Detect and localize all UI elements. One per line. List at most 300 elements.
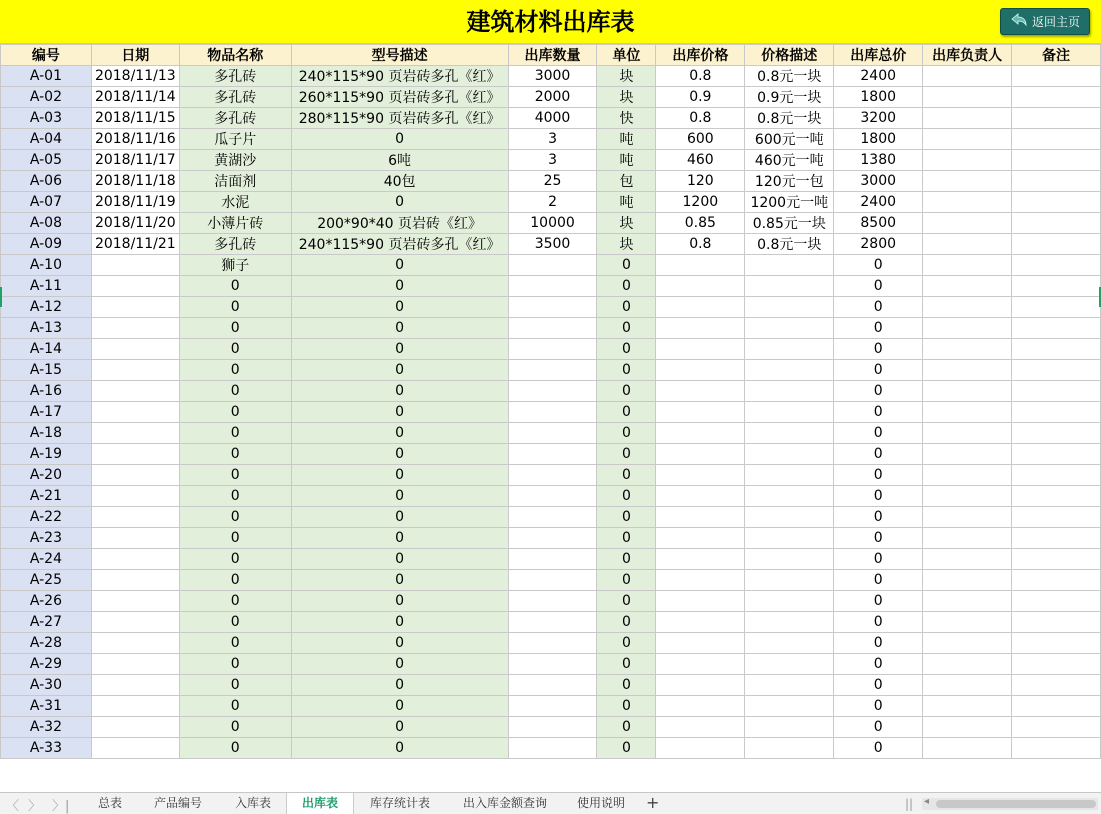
quantity-cell[interactable] [508,696,597,717]
date-cell[interactable] [91,339,179,360]
price-cell[interactable]: 0.8 [656,66,745,87]
price-cell[interactable]: 0.8 [656,234,745,255]
row-id-cell[interactable]: A-30 [1,675,92,696]
unit-cell[interactable]: 0 [597,339,656,360]
owner-cell[interactable] [923,549,1012,570]
price-cell[interactable] [656,696,745,717]
unit-cell[interactable]: 0 [597,360,656,381]
price-cell[interactable] [656,255,745,276]
owner-cell[interactable] [923,360,1012,381]
total-cell[interactable]: 0 [834,465,923,486]
model-cell[interactable]: 0 [291,255,508,276]
item-name-cell[interactable]: 狮子 [179,255,291,276]
date-cell[interactable]: 2018/11/15 [91,108,179,129]
date-cell[interactable] [91,444,179,465]
price-cell[interactable] [656,591,745,612]
price-cell[interactable]: 1200 [656,192,745,213]
price-desc-cell[interactable] [745,696,834,717]
quantity-cell[interactable] [508,255,597,276]
note-cell[interactable] [1012,717,1101,738]
total-cell[interactable]: 0 [834,276,923,297]
row-id-cell[interactable]: A-28 [1,633,92,654]
last-sheet-nav[interactable]: 〉| [52,799,70,814]
total-cell[interactable]: 0 [834,675,923,696]
total-cell[interactable]: 0 [834,633,923,654]
column-header[interactable]: 出库总价 [834,45,923,66]
total-cell[interactable]: 2800 [834,234,923,255]
quantity-cell[interactable]: 25 [508,171,597,192]
model-cell[interactable]: 0 [291,654,508,675]
item-name-cell[interactable]: 瓜子片 [179,129,291,150]
row-id-cell[interactable]: A-17 [1,402,92,423]
owner-cell[interactable] [923,528,1012,549]
item-name-cell[interactable]: 0 [179,381,291,402]
owner-cell[interactable] [923,192,1012,213]
item-name-cell[interactable]: 0 [179,570,291,591]
model-cell[interactable]: 0 [291,423,508,444]
item-name-cell[interactable]: 0 [179,654,291,675]
price-desc-cell[interactable] [745,381,834,402]
item-name-cell[interactable]: 0 [179,486,291,507]
unit-cell[interactable]: 0 [597,444,656,465]
price-cell[interactable] [656,612,745,633]
price-desc-cell[interactable] [745,549,834,570]
item-name-cell[interactable]: 0 [179,402,291,423]
unit-cell[interactable]: 0 [597,675,656,696]
model-cell[interactable]: 0 [291,192,508,213]
row-id-cell[interactable]: A-11 [1,276,92,297]
quantity-cell[interactable] [508,423,597,444]
quantity-cell[interactable]: 3 [508,150,597,171]
price-desc-cell[interactable]: 0.8元一块 [745,234,834,255]
sheet-tab[interactable]: 库存统计表 [369,796,430,810]
price-cell[interactable]: 460 [656,150,745,171]
unit-cell[interactable]: 0 [597,696,656,717]
note-cell[interactable] [1012,192,1101,213]
row-id-cell[interactable]: A-09 [1,234,92,255]
prev-sheet-nav[interactable]: 〉 [28,799,42,814]
date-cell[interactable] [91,255,179,276]
date-cell[interactable] [91,360,179,381]
item-name-cell[interactable]: 多孔砖 [179,108,291,129]
owner-cell[interactable] [923,696,1012,717]
first-sheet-nav[interactable]: 〈 [6,799,20,814]
price-cell[interactable]: 600 [656,129,745,150]
unit-cell[interactable]: 0 [597,591,656,612]
quantity-cell[interactable] [508,591,597,612]
owner-cell[interactable] [923,87,1012,108]
model-cell[interactable]: 0 [291,318,508,339]
price-cell[interactable] [656,423,745,444]
row-id-cell[interactable]: A-21 [1,486,92,507]
note-cell[interactable] [1012,675,1101,696]
quantity-cell[interactable] [508,738,597,759]
unit-cell[interactable]: 块 [597,87,656,108]
quantity-cell[interactable] [508,486,597,507]
row-id-cell[interactable]: A-19 [1,444,92,465]
date-cell[interactable] [91,633,179,654]
row-id-cell[interactable]: A-10 [1,255,92,276]
unit-cell[interactable]: 吨 [597,150,656,171]
note-cell[interactable] [1012,129,1101,150]
model-cell[interactable]: 0 [291,570,508,591]
unit-cell[interactable]: 0 [597,528,656,549]
owner-cell[interactable] [923,213,1012,234]
model-cell[interactable]: 40包 [291,171,508,192]
price-cell[interactable] [656,570,745,591]
row-id-cell[interactable]: A-23 [1,528,92,549]
note-cell[interactable] [1012,612,1101,633]
total-cell[interactable]: 0 [834,528,923,549]
total-cell[interactable]: 0 [834,402,923,423]
price-desc-cell[interactable] [745,528,834,549]
column-header[interactable]: 物品名称 [179,45,291,66]
quantity-cell[interactable] [508,444,597,465]
price-cell[interactable]: 0.85 [656,213,745,234]
add-sheet-button[interactable]: + [646,793,660,812]
price-cell[interactable] [656,339,745,360]
note-cell[interactable] [1012,381,1101,402]
owner-cell[interactable] [923,675,1012,696]
model-cell[interactable]: 0 [291,675,508,696]
price-cell[interactable]: 0.8 [656,108,745,129]
sheet-tab[interactable]: 总表 [97,796,122,810]
total-cell[interactable]: 0 [834,696,923,717]
model-cell[interactable]: 0 [291,360,508,381]
unit-cell[interactable]: 0 [597,465,656,486]
note-cell[interactable] [1012,297,1101,318]
unit-cell[interactable]: 0 [597,612,656,633]
sheet-tab[interactable]: 使用说明 [576,796,625,810]
price-desc-cell[interactable] [745,570,834,591]
quantity-cell[interactable] [508,549,597,570]
quantity-cell[interactable] [508,570,597,591]
unit-cell[interactable]: 包 [597,171,656,192]
quantity-cell[interactable]: 10000 [508,213,597,234]
price-cell[interactable] [656,381,745,402]
row-id-cell[interactable]: A-13 [1,318,92,339]
owner-cell[interactable] [923,297,1012,318]
price-desc-cell[interactable] [745,318,834,339]
item-name-cell[interactable]: 0 [179,423,291,444]
date-cell[interactable] [91,696,179,717]
item-name-cell[interactable]: 0 [179,675,291,696]
date-cell[interactable] [91,297,179,318]
column-header[interactable]: 价格描述 [745,45,834,66]
model-cell[interactable]: 200*90*40 页岩砖《红》 [291,213,508,234]
owner-cell[interactable] [923,486,1012,507]
owner-cell[interactable] [923,444,1012,465]
total-cell[interactable]: 0 [834,339,923,360]
note-cell[interactable] [1012,213,1101,234]
total-cell[interactable]: 3200 [834,108,923,129]
item-name-cell[interactable]: 水泥 [179,192,291,213]
date-cell[interactable]: 2018/11/17 [91,150,179,171]
total-cell[interactable]: 0 [834,507,923,528]
quantity-cell[interactable] [508,717,597,738]
price-cell[interactable] [656,465,745,486]
quantity-cell[interactable]: 4000 [508,108,597,129]
date-cell[interactable] [91,423,179,444]
price-cell[interactable] [656,297,745,318]
row-id-cell[interactable]: A-33 [1,738,92,759]
price-desc-cell[interactable]: 120元一包 [745,171,834,192]
note-cell[interactable] [1012,402,1101,423]
price-desc-cell[interactable] [745,276,834,297]
quantity-cell[interactable]: 3000 [508,66,597,87]
price-desc-cell[interactable] [745,717,834,738]
price-cell[interactable] [656,318,745,339]
quantity-cell[interactable] [508,465,597,486]
quantity-cell[interactable] [508,654,597,675]
total-cell[interactable]: 0 [834,612,923,633]
unit-cell[interactable]: 0 [597,255,656,276]
total-cell[interactable]: 0 [834,381,923,402]
note-cell[interactable] [1012,318,1101,339]
row-id-cell[interactable]: A-32 [1,717,92,738]
price-cell[interactable] [656,402,745,423]
note-cell[interactable] [1012,570,1101,591]
unit-cell[interactable]: 0 [597,549,656,570]
model-cell[interactable]: 0 [291,528,508,549]
date-cell[interactable]: 2018/11/18 [91,171,179,192]
date-cell[interactable]: 2018/11/21 [91,234,179,255]
model-cell[interactable]: 0 [291,129,508,150]
total-cell[interactable]: 0 [834,570,923,591]
owner-cell[interactable] [923,108,1012,129]
owner-cell[interactable] [923,465,1012,486]
unit-cell[interactable]: 0 [597,402,656,423]
owner-cell[interactable] [923,654,1012,675]
price-cell[interactable] [656,528,745,549]
total-cell[interactable]: 2400 [834,192,923,213]
quantity-cell[interactable]: 2 [508,192,597,213]
price-desc-cell[interactable] [745,633,834,654]
item-name-cell[interactable]: 0 [179,360,291,381]
price-desc-cell[interactable]: 0.85元一块 [745,213,834,234]
item-name-cell[interactable]: 0 [179,465,291,486]
model-cell[interactable]: 260*115*90 页岩砖多孔《红》 [291,87,508,108]
model-cell[interactable]: 0 [291,591,508,612]
owner-cell[interactable] [923,150,1012,171]
model-cell[interactable]: 0 [291,549,508,570]
total-cell[interactable]: 0 [834,654,923,675]
price-desc-cell[interactable]: 600元一吨 [745,129,834,150]
owner-cell[interactable] [923,633,1012,654]
price-desc-cell[interactable] [745,423,834,444]
quantity-cell[interactable] [508,360,597,381]
row-id-cell[interactable]: A-02 [1,87,92,108]
item-name-cell[interactable]: 多孔砖 [179,234,291,255]
model-cell[interactable]: 0 [291,612,508,633]
item-name-cell[interactable]: 0 [179,738,291,759]
row-id-cell[interactable]: A-15 [1,360,92,381]
item-name-cell[interactable]: 0 [179,633,291,654]
unit-cell[interactable]: 0 [597,318,656,339]
date-cell[interactable] [91,402,179,423]
owner-cell[interactable] [923,66,1012,87]
model-cell[interactable]: 0 [291,465,508,486]
owner-cell[interactable] [923,381,1012,402]
price-cell[interactable] [656,717,745,738]
price-desc-cell[interactable]: 1200元一吨 [745,192,834,213]
total-cell[interactable]: 0 [834,423,923,444]
quantity-cell[interactable]: 3 [508,129,597,150]
item-name-cell[interactable]: 0 [179,696,291,717]
owner-cell[interactable] [923,129,1012,150]
note-cell[interactable] [1012,738,1101,759]
owner-cell[interactable] [923,738,1012,759]
column-header[interactable]: 单位 [597,45,656,66]
note-cell[interactable] [1012,423,1101,444]
column-header[interactable]: 备注 [1012,45,1101,66]
unit-cell[interactable]: 0 [597,486,656,507]
price-desc-cell[interactable] [745,507,834,528]
item-name-cell[interactable]: 0 [179,339,291,360]
item-name-cell[interactable]: 多孔砖 [179,87,291,108]
note-cell[interactable] [1012,255,1101,276]
quantity-cell[interactable] [508,339,597,360]
quantity-cell[interactable] [508,318,597,339]
unit-cell[interactable]: 0 [597,381,656,402]
total-cell[interactable]: 8500 [834,213,923,234]
date-cell[interactable]: 2018/11/19 [91,192,179,213]
date-cell[interactable] [91,612,179,633]
note-cell[interactable] [1012,87,1101,108]
note-cell[interactable] [1012,507,1101,528]
row-id-cell[interactable]: A-04 [1,129,92,150]
total-cell[interactable]: 0 [834,318,923,339]
quantity-cell[interactable] [508,675,597,696]
date-cell[interactable] [91,570,179,591]
date-cell[interactable] [91,465,179,486]
item-name-cell[interactable]: 0 [179,612,291,633]
price-desc-cell[interactable]: 0.8元一块 [745,66,834,87]
owner-cell[interactable] [923,276,1012,297]
price-desc-cell[interactable] [745,444,834,465]
row-id-cell[interactable]: A-22 [1,507,92,528]
date-cell[interactable]: 2018/11/13 [91,66,179,87]
date-cell[interactable] [91,591,179,612]
date-cell[interactable] [91,549,179,570]
model-cell[interactable]: 0 [291,738,508,759]
price-desc-cell[interactable] [745,360,834,381]
note-cell[interactable] [1012,276,1101,297]
price-cell[interactable] [656,675,745,696]
owner-cell[interactable] [923,318,1012,339]
row-id-cell[interactable]: A-06 [1,171,92,192]
row-id-cell[interactable]: A-05 [1,150,92,171]
date-cell[interactable] [91,738,179,759]
note-cell[interactable] [1012,549,1101,570]
price-cell[interactable] [656,738,745,759]
total-cell[interactable]: 0 [834,738,923,759]
note-cell[interactable] [1012,108,1101,129]
note-cell[interactable] [1012,66,1101,87]
note-cell[interactable] [1012,150,1101,171]
price-desc-cell[interactable]: 0.9元一块 [745,87,834,108]
total-cell[interactable]: 0 [834,549,923,570]
column-header[interactable]: 出库负责人 [923,45,1012,66]
note-cell[interactable] [1012,171,1101,192]
model-cell[interactable]: 0 [291,717,508,738]
quantity-cell[interactable] [508,276,597,297]
item-name-cell[interactable]: 小薄片砖 [179,213,291,234]
model-cell[interactable]: 0 [291,486,508,507]
price-desc-cell[interactable]: 0.8元一块 [745,108,834,129]
item-name-cell[interactable]: 0 [179,276,291,297]
date-cell[interactable] [91,486,179,507]
item-name-cell[interactable]: 0 [179,549,291,570]
sheet-tab[interactable]: 出入库金额查询 [462,796,547,810]
home-button[interactable] [1000,8,1090,35]
price-desc-cell[interactable] [745,297,834,318]
unit-cell[interactable]: 0 [597,423,656,444]
price-desc-cell[interactable] [745,675,834,696]
date-cell[interactable] [91,507,179,528]
model-cell[interactable]: 0 [291,633,508,654]
item-name-cell[interactable]: 0 [179,297,291,318]
date-cell[interactable] [91,381,179,402]
owner-cell[interactable] [923,507,1012,528]
price-desc-cell[interactable] [745,339,834,360]
owner-cell[interactable] [923,591,1012,612]
model-cell[interactable]: 0 [291,444,508,465]
owner-cell[interactable] [923,255,1012,276]
split-handle[interactable]: || [905,797,914,811]
quantity-cell[interactable]: 3500 [508,234,597,255]
model-cell[interactable]: 0 [291,381,508,402]
sheet-tab[interactable]: 出库表 [286,793,354,814]
price-desc-cell[interactable] [745,654,834,675]
date-cell[interactable] [91,318,179,339]
model-cell[interactable]: 0 [291,297,508,318]
scroll-left-arrow[interactable]: ◂ [924,796,930,807]
date-cell[interactable]: 2018/11/14 [91,87,179,108]
price-cell[interactable]: 120 [656,171,745,192]
price-desc-cell[interactable] [745,738,834,759]
model-cell[interactable]: 0 [291,276,508,297]
unit-cell[interactable]: 0 [597,276,656,297]
total-cell[interactable]: 0 [834,255,923,276]
column-header[interactable]: 日期 [91,45,179,66]
price-desc-cell[interactable] [745,486,834,507]
total-cell[interactable]: 3000 [834,171,923,192]
row-id-cell[interactable]: A-18 [1,423,92,444]
quantity-cell[interactable] [508,633,597,654]
model-cell[interactable]: 240*115*90 页岩砖多孔《红》 [291,66,508,87]
price-desc-cell[interactable]: 460元一吨 [745,150,834,171]
item-name-cell[interactable]: 0 [179,507,291,528]
quantity-cell[interactable] [508,612,597,633]
row-id-cell[interactable]: A-20 [1,465,92,486]
row-id-cell[interactable]: A-16 [1,381,92,402]
owner-cell[interactable] [923,423,1012,444]
sheet-tab[interactable]: 入库表 [234,796,271,810]
quantity-cell[interactable] [508,507,597,528]
unit-cell[interactable]: 0 [597,717,656,738]
note-cell[interactable] [1012,339,1101,360]
unit-cell[interactable]: 块 [597,213,656,234]
unit-cell[interactable]: 吨 [597,129,656,150]
row-id-cell[interactable]: A-14 [1,339,92,360]
date-cell[interactable] [91,528,179,549]
column-header[interactable]: 出库数量 [508,45,597,66]
date-cell[interactable] [91,717,179,738]
model-cell[interactable]: 6吨 [291,150,508,171]
price-cell[interactable] [656,633,745,654]
price-cell[interactable] [656,654,745,675]
